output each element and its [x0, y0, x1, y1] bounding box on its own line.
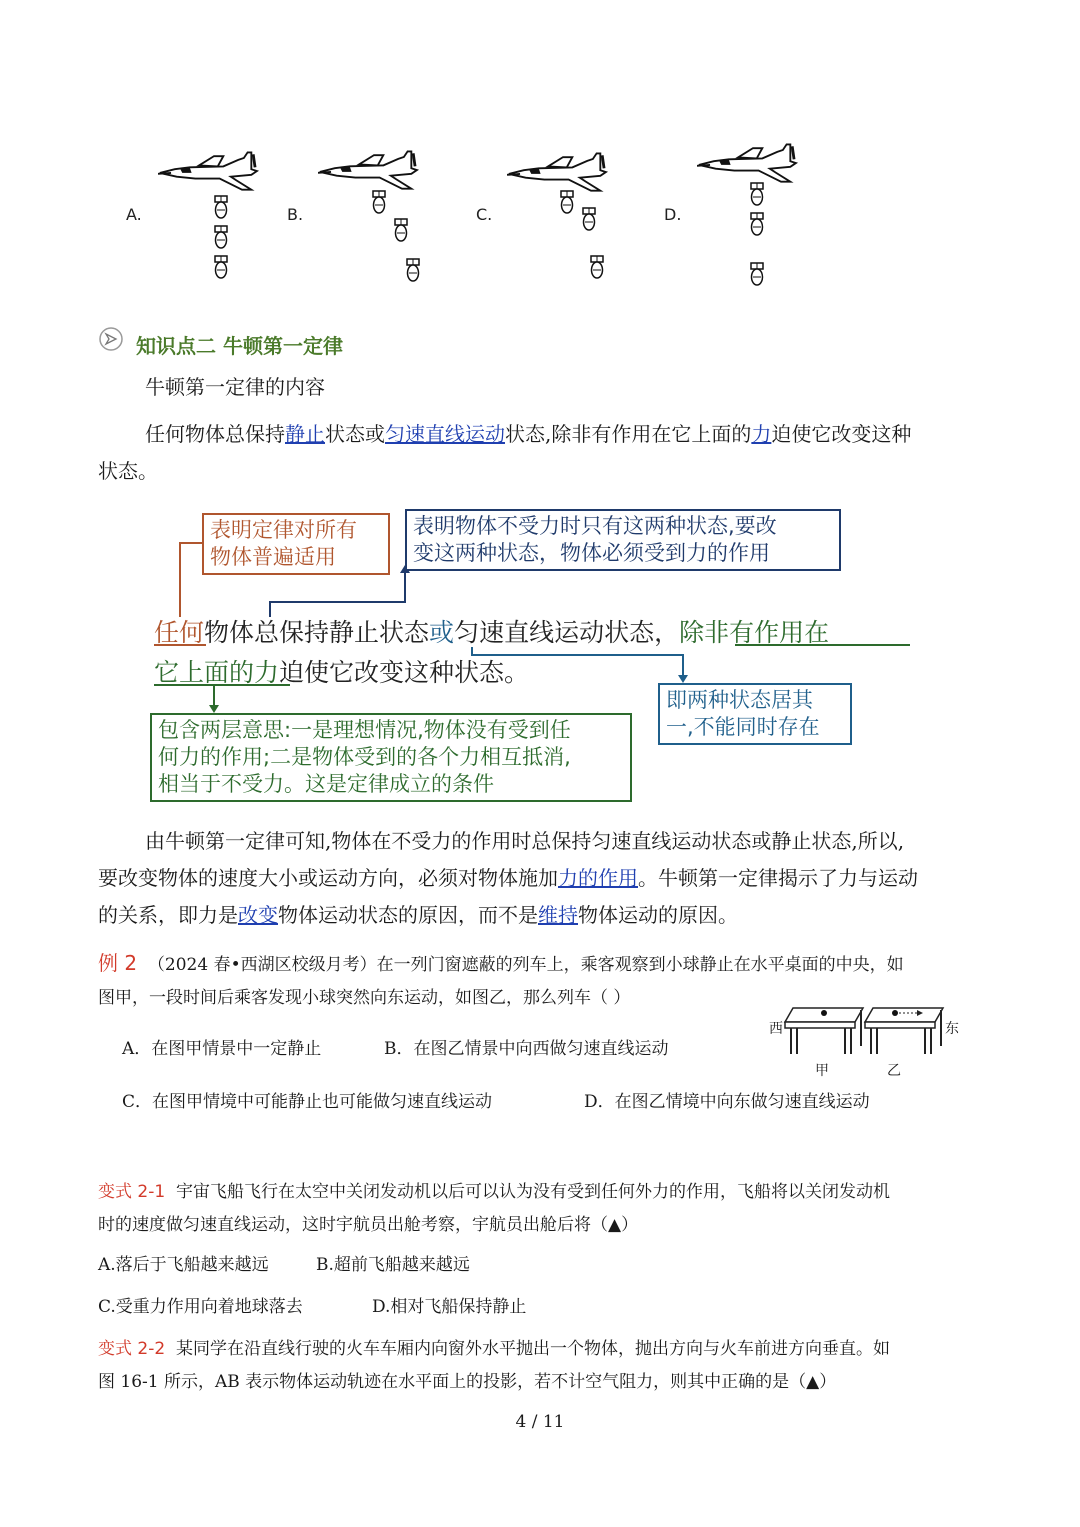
- text: 包含两层意思:一是理想情况,物体没有受到任: [158, 718, 571, 742]
- plane-bombs-diagonal-back-icon: [318, 147, 430, 195]
- text: 除非有作用在: [679, 618, 830, 647]
- law-diagram: [150, 505, 915, 800]
- label-west: 西: [769, 1021, 783, 1037]
- bomb-icon: [214, 195, 228, 219]
- text: 迫使它改变这种: [771, 422, 912, 446]
- bomb-icon: [372, 190, 386, 214]
- text: 。牛顿第一定律揭示了力与运动: [638, 866, 918, 890]
- text: 静止状态: [329, 618, 430, 647]
- example-2-option-b[interactable]: B．在图乙情景中向西做匀速直线运动: [384, 1039, 669, 1059]
- arrow-circle-icon: [98, 326, 124, 352]
- text: 时的速度做匀速直线运动，这时宇航员出舱考察，宇航员出舱后将（▲）: [98, 1215, 639, 1235]
- bomb-icon: [750, 182, 764, 206]
- example-2-option-d[interactable]: D．在图乙情境中向东做匀速直线运动: [584, 1092, 870, 1112]
- example-2-option-c[interactable]: C．在图甲情境中可能静止也可能做匀速直线运动: [122, 1092, 493, 1112]
- text: 一,不能同时存在: [666, 715, 820, 739]
- text: 的关系，即力是: [98, 903, 238, 927]
- variant-2-1-option-b[interactable]: B.超前飞船越来越远: [316, 1255, 470, 1275]
- text: 状态,除非有作用在它上面的: [505, 422, 752, 446]
- section-subtitle: 牛顿第一定律的内容: [145, 375, 325, 399]
- bomb-icon: [750, 212, 764, 236]
- link-static[interactable]: 静止: [285, 422, 325, 446]
- variant-tag: 变式 2-2: [98, 1339, 166, 1359]
- option-a-label: A.: [126, 205, 142, 224]
- text: 何力的作用;二是物体受到的各个力相互抵消,: [158, 745, 571, 769]
- label-yi: 乙: [887, 1063, 901, 1079]
- text: 要改变物体的速度大小或运动方向，必须对物体施加: [98, 866, 558, 890]
- tables-figure: [765, 1000, 965, 1080]
- bomb-icon: [590, 255, 604, 279]
- text: 变这两种状态，物体必须受到力的作用: [413, 541, 770, 565]
- text: 图甲，一段时间后乘客发现小球突然向东运动，如图乙，那么列车（ ）: [98, 988, 631, 1008]
- law-statement: [98, 416, 988, 490]
- text: 匀速直线运动状态，: [454, 618, 680, 647]
- box-universal: [202, 513, 390, 575]
- example-2-option-a[interactable]: A．在图甲情景中一定静止: [122, 1039, 322, 1059]
- variant-2-1-option-d[interactable]: D.相对飞船保持静止: [372, 1297, 527, 1317]
- text: 任何物体总保持: [145, 422, 285, 446]
- text: 任何: [154, 618, 205, 647]
- bomb-icon: [214, 255, 228, 279]
- diagram-law-line1: [154, 613, 829, 649]
- text: 某同学在沿直线行驶的火车车厢内向窗外水平抛出一个物体，抛出方向与火车前进方向垂直。如: [175, 1339, 890, 1359]
- text: 或: [429, 618, 455, 647]
- explanation-paragraph: [98, 823, 988, 934]
- variant-2-1: [98, 1176, 988, 1242]
- page-number: 4 / 11: [515, 1412, 565, 1432]
- bomb-icon: [394, 218, 408, 242]
- box-either: [658, 683, 852, 745]
- variant-tag: 变式 2-1: [98, 1182, 166, 1202]
- option-b-label: B.: [287, 205, 304, 224]
- text: 即两种状态居其: [666, 688, 813, 712]
- link-uniform-motion[interactable]: 匀速直线运动: [385, 422, 505, 446]
- bomb-icon: [406, 258, 420, 282]
- text: 状态或: [325, 422, 385, 446]
- link-force[interactable]: 力: [751, 422, 772, 446]
- link-force-action[interactable]: 力的作用: [558, 866, 638, 890]
- text: 物体运动的原因。: [578, 903, 738, 927]
- text: 物体总保持: [204, 618, 330, 647]
- bomb-icon: [750, 262, 764, 286]
- variant-2-1-option-c[interactable]: C.受重力作用向着地球落去: [98, 1297, 303, 1317]
- plane-bombs-vertical-icon: [158, 148, 270, 196]
- bomb-icon: [214, 225, 228, 249]
- box-two-states: [405, 509, 841, 571]
- bomb-icon: [560, 190, 574, 214]
- link-change[interactable]: 改变: [238, 903, 278, 927]
- example-tag: 例 2: [98, 951, 138, 975]
- text: 宇宙飞船飞行在太空中关闭发动机以后可以认为没有受到任何外力的作用，飞船将以关闭发动机: [175, 1182, 890, 1202]
- option-d-label: D.: [664, 205, 682, 224]
- text: 物体普遍适用: [210, 545, 336, 569]
- diagram-law-line2: [154, 653, 529, 689]
- label-east: 东: [945, 1021, 959, 1037]
- label-jia: 甲: [815, 1063, 829, 1079]
- variant-2-1-option-a[interactable]: A.落后于飞船越来越远: [98, 1255, 269, 1275]
- link-maintain[interactable]: 维持: [538, 903, 578, 927]
- text: 表明物体不受力时只有这两种状态,要改: [413, 514, 777, 538]
- bomb-icon: [582, 207, 596, 231]
- section-title: 知识点二 牛顿第一定律: [136, 334, 343, 358]
- text: 迫使它改变这种状态。: [279, 658, 530, 687]
- text: 由牛顿第一定律可知,物体在不受力的作用时总保持匀速直线运动状态或静止状态,所以,: [145, 829, 905, 853]
- text: 状态。: [98, 459, 158, 483]
- text: 图 16-1 所示，AB 表示物体运动轨迹在水平面上的投影，若不计空气阻力，则其中正确的是（▲）: [98, 1372, 837, 1392]
- text: 表明定律对所有: [210, 518, 357, 542]
- text: 物体运动状态的原因，而不是: [278, 903, 538, 927]
- box-meaning: [150, 713, 632, 802]
- option-c-label: C.: [476, 205, 493, 224]
- text: （2024 春•西湖区校级月考）在一列门窗遮蔽的列车上，乘客观察到小球静止在水平桌面的中央，如: [147, 955, 904, 975]
- plane-bombs-vertical-icon: [697, 140, 809, 188]
- text: 它上面的力: [154, 658, 280, 687]
- text: 相当于不受力。这是定律成立的条件: [158, 772, 494, 796]
- variant-2-2: [98, 1333, 988, 1399]
